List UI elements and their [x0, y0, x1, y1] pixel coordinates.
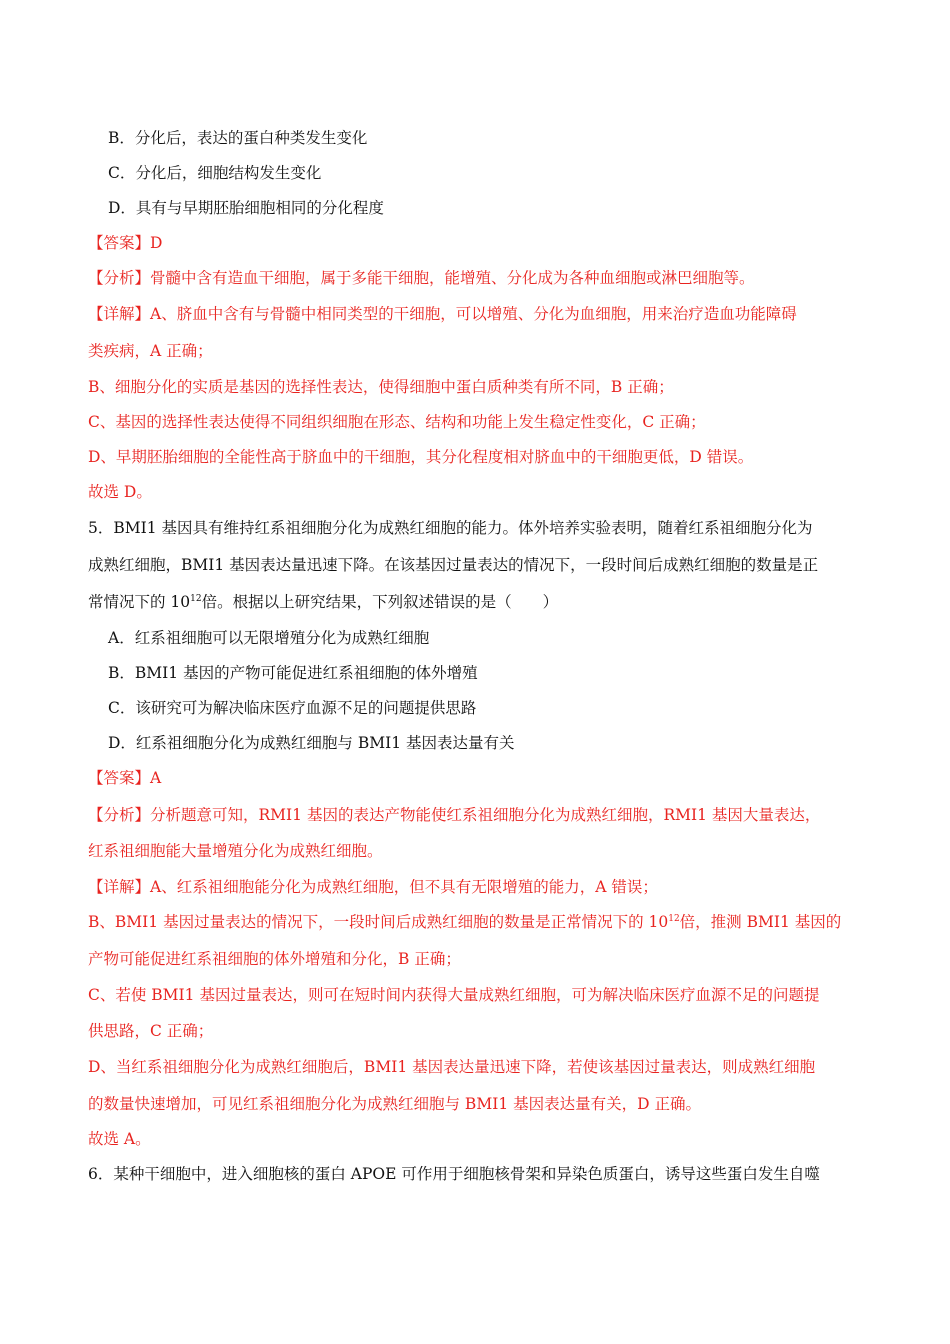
q5-option-c: C．该研究可为解决临床医疗血源不足的问题提供思路	[108, 699, 477, 717]
q5-option-b: B．BMI1 基因的产物可能促进红系祖细胞的体外增殖	[108, 664, 478, 682]
q5-answer: 【答案】A	[88, 769, 162, 787]
q4-option-d: D．具有与早期胚胎细胞相同的分化程度	[108, 199, 384, 217]
q5-detail-text: B、BMI1 基因过量表达的情况下，一段时间后成熟红细胞的数量是正常情况下的 10	[88, 913, 669, 931]
q4-analysis: 【分析】骨髓中含有造血干细胞，属于多能干细胞，能增殖、分化成为各种血细胞或淋巴细胞等。	[88, 269, 755, 287]
q5-stem-line	[88, 592, 558, 612]
q5-stem-exponent: 12	[190, 594, 202, 604]
q5-stem-line: 成熟红细胞，BMI1 基因表达量迅速下降。在该基因过量表达的情况下，一段时间后成熟红细胞的数量是正	[88, 556, 819, 574]
q5-detail-line: 产物可能促进红系祖细胞的体外增殖和分化，B 正确；	[88, 950, 461, 968]
q5-detail-text: 倍，推测 BMI1 基因的	[679, 913, 842, 931]
q5-stem-text: 常情况下的 10	[88, 593, 191, 611]
q5-detail-line: 【详解】A、红系祖细胞能分化为成熟红细胞，但不具有无限增殖的能力，A 错误；	[88, 878, 658, 896]
q5-detail-line	[88, 912, 841, 932]
q4-detail-line: B、细胞分化的实质是基因的选择性表达，使得细胞中蛋白质种类有所不同，B 正确；	[88, 378, 674, 396]
q5-option-a: A．红系祖细胞可以无限增殖分化为成熟红细胞	[108, 629, 430, 647]
q5-detail-line: 供思路，C 正确；	[88, 1022, 214, 1040]
q5-stem-text: 倍。根据以上研究结果，下列叙述错误的是（ ）	[201, 593, 559, 611]
q5-detail-line: C、若使 BMI1 基因过量表达，则可在短时间内获得大量成熟红细胞，可为解决临床医疗血源不足的问题提	[88, 986, 820, 1004]
q4-option-b: B．分化后，表达的蛋白种类发生变化	[108, 129, 368, 147]
q4-detail-line: C、基因的选择性表达使得不同组织细胞在形态、结构和功能上发生稳定性变化，C 正确；	[88, 413, 706, 431]
q6-stem-line: 6．某种干细胞中，进入细胞核的蛋白 APOE 可作用于细胞核骨架和异染色质蛋白，诱导这些蛋白发生自噬	[88, 1165, 820, 1183]
q4-answer: 【答案】D	[88, 234, 163, 252]
q4-detail-line: 类疾病，A 正确；	[88, 342, 213, 360]
q4-conclusion: 故选 D。	[88, 483, 152, 501]
q5-detail-line: 的数量快速增加，可见红系祖细胞分化为成熟红细胞与 BMI1 基因表达量有关，D 正确。	[88, 1095, 701, 1113]
q5-analysis-line: 红系祖细胞能大量增殖分化为成熟红细胞。	[88, 842, 383, 860]
q5-conclusion: 故选 A。	[88, 1130, 151, 1148]
q5-option-d: D．红系祖细胞分化为成熟红细胞与 BMI1 基因表达量有关	[108, 734, 515, 752]
q5-detail-exponent: 12	[668, 914, 680, 924]
q5-analysis-line: 【分析】分析题意可知，RMI1 基因的表达产物能使红系祖细胞分化为成熟红细胞，RMI1 基因大量表达，	[88, 806, 821, 824]
q4-detail-line: D、早期胚胎细胞的全能性高于脐血中的干细胞，其分化程度相对脐血中的干细胞更低，D 错误。	[88, 448, 754, 466]
q4-option-c: C．分化后，细胞结构发生变化	[108, 164, 322, 182]
q4-detail-line: 【详解】A、脐血中含有与骨髓中相同类型的干细胞，可以增殖、分化为血细胞，用来治疗造血功能障碍	[88, 305, 797, 323]
q5-detail-line: D、当红系祖细胞分化为成熟红细胞后，BMI1 基因表达量迅速下降，若使该基因过量表达，则成熟红细胞	[88, 1058, 816, 1076]
q5-stem-line: 5．BMI1 基因具有维持红系祖细胞分化为成熟红细胞的能力。体外培养实验表明，随着红系祖细胞分化为	[88, 519, 813, 537]
